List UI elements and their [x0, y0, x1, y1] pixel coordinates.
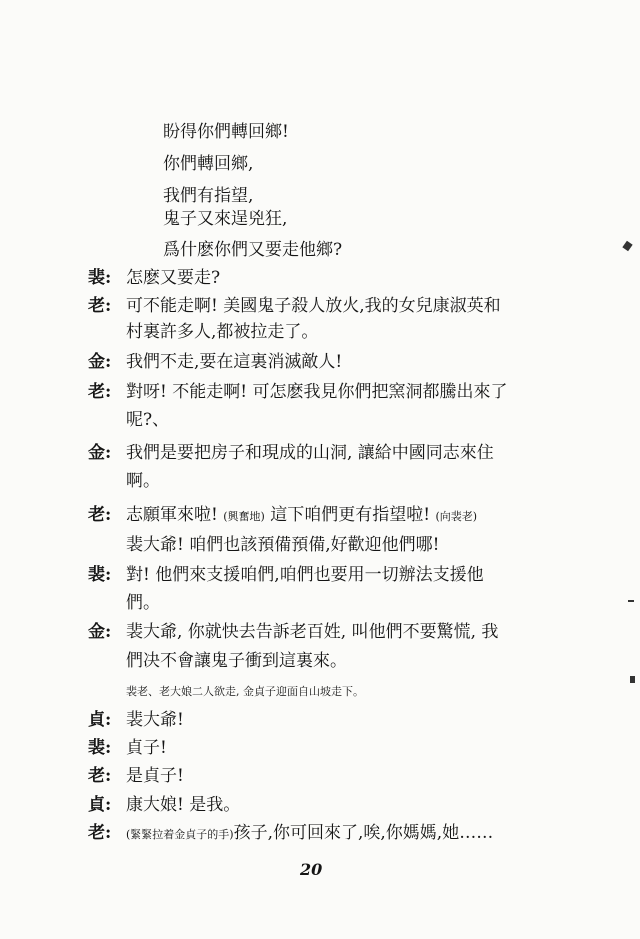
dialogue-text: 康大娘! 是我。: [126, 795, 241, 815]
speaker-label: 裴:: [88, 738, 112, 758]
dialogue-line: [88, 296, 501, 316]
speaker-label: 金:: [88, 622, 112, 642]
dialogue-text: 孩子,你可回來了,唉,你媽媽,她……: [233, 823, 494, 843]
verse-line: 我們有指望,: [163, 186, 254, 206]
dialogue-line: [88, 565, 484, 585]
dialogue-text: 裴大爺, 你就快去告訴老百姓, 叫他們不要驚慌, 我: [126, 622, 499, 642]
speaker-label: 貞:: [88, 795, 112, 815]
page-number: 20: [300, 860, 323, 879]
verse-line: 爲什麽你們又要走他鄉?: [163, 240, 343, 260]
speaker-label: 老:: [88, 505, 112, 525]
dialogue-text: 我們不走,要在這裏消滅敵人!: [126, 352, 343, 372]
speaker-label: 老:: [88, 382, 112, 402]
dialogue-text: 志願軍來啦!: [126, 505, 218, 525]
dialogue-text: 是貞子!: [126, 766, 184, 786]
scan-mark: [622, 241, 632, 252]
dialogue-line: [88, 505, 477, 527]
speaker-label: 金:: [88, 443, 112, 463]
dialogue-text: 對呀! 不能走啊! 可怎麽我見你們把窯洞都騰出來了: [126, 382, 508, 402]
speaker-label: 老:: [88, 823, 112, 843]
dialogue-continuation: 村裏許多人,都被拉走了。: [126, 322, 319, 342]
speaker-label: 貞:: [88, 710, 112, 730]
dialogue-line: [88, 710, 184, 730]
dialogue-text: 貞子!: [126, 738, 167, 758]
dialogue-text: 可不能走啊! 美國鬼子殺人放火,我的女兒康淑英和: [126, 296, 501, 316]
speaker-label: 老:: [88, 766, 112, 786]
speaker-label: 裴:: [88, 268, 112, 288]
dialogue-line: [88, 795, 240, 815]
dialogue-line: [88, 443, 494, 463]
dialogue-line: [88, 268, 220, 288]
dialogue-line: [88, 738, 167, 758]
dialogue-line: [88, 352, 342, 372]
stage-note: (興奮地): [223, 510, 265, 523]
dialogue-line: [88, 766, 184, 786]
speaker-label: 金:: [88, 352, 112, 372]
dialogue-text: 怎麽又要走?: [126, 268, 221, 288]
dialogue-text: 我們是要把房子和現成的山洞, 讓給中國同志來住: [126, 443, 494, 463]
dialogue-text: 對! 他們來支援咱們,咱們也要用一切辦法支援他: [126, 565, 484, 585]
stage-direction: 裴老、老大娘二人欲走, 金貞子迎面自山坡走下。: [126, 685, 364, 698]
verse-line: 鬼子又來逞兇狂,: [163, 209, 288, 229]
dialogue-continuation: 裴大爺! 咱們也該預備預備,好歡迎他們哪!: [126, 535, 440, 555]
dialogue-line: [88, 823, 493, 845]
dialogue-continuation: 們。: [126, 593, 160, 613]
dialogue-continuation: 啊。: [126, 471, 160, 491]
verse-line: 你們轉回鄉,: [163, 154, 254, 174]
dialogue-text: 裴大爺!: [126, 710, 184, 730]
dialogue-line: [88, 622, 498, 642]
speaker-label: 裴:: [88, 565, 112, 585]
verse-line: 盼得你們轉回鄉!: [163, 122, 289, 142]
stage-note: (向裴老): [435, 510, 478, 523]
dialogue-continuation: 們决不會讓鬼子衝到這裏來。: [126, 651, 347, 671]
scan-mark: [630, 676, 635, 683]
dialogue-line: [88, 382, 507, 402]
scan-mark: [628, 600, 634, 602]
dialogue-continuation: 呢?、: [126, 410, 170, 430]
dialogue-text: 這下咱們更有指望啦!: [270, 505, 431, 525]
stage-note: (緊緊拉着金貞子的手): [126, 828, 234, 841]
speaker-label: 老:: [88, 296, 112, 316]
